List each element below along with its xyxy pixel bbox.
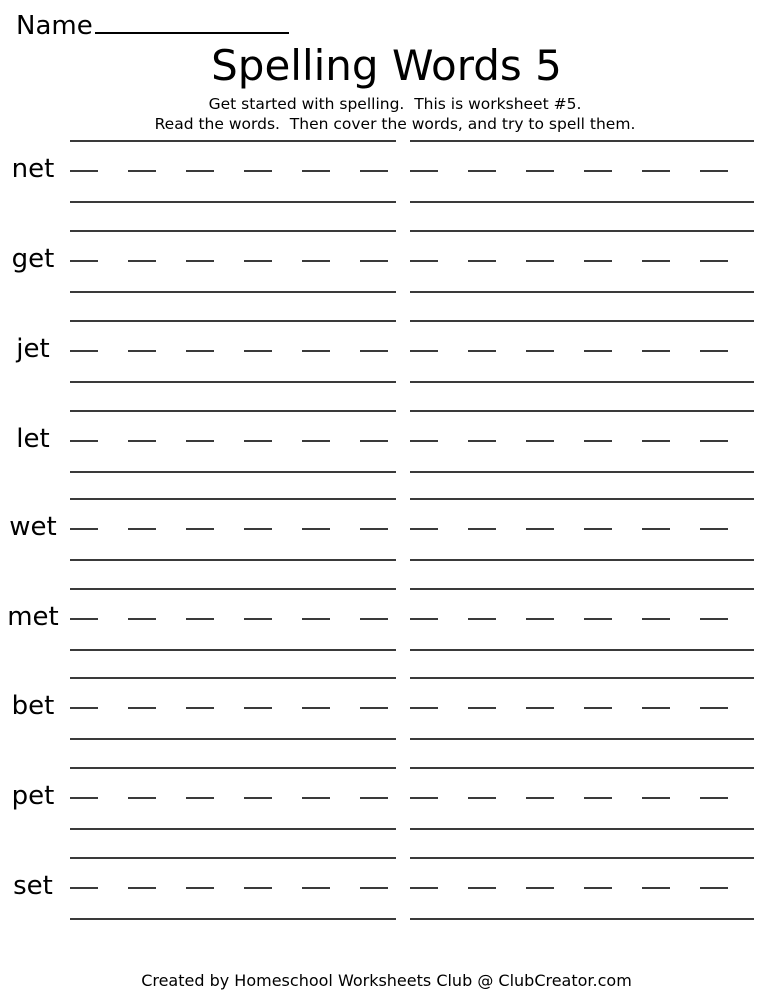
spelling-word-set: set [13,871,53,901]
spelling-word-bet: bet [11,691,55,721]
page-title: Spelling Words 5 [211,41,562,90]
spelling-word-wet: wet [9,512,57,542]
instructions: Get started with spelling. This is worksheet #5. Read the words. Then cover the words, and try to spell them. [154,95,636,133]
spelling-word-let: let [16,424,50,454]
spelling-word-pet: pet [11,781,55,811]
spelling-word-get: get [11,244,55,274]
spelling-word-met: met [7,602,59,632]
footer-credit: Created by Homeschool Worksheets Club @ ClubCreator.com [141,971,632,990]
spelling-word-jet: jet [16,334,50,364]
spelling-word-net: net [11,154,55,184]
name-label: Name [16,11,93,41]
